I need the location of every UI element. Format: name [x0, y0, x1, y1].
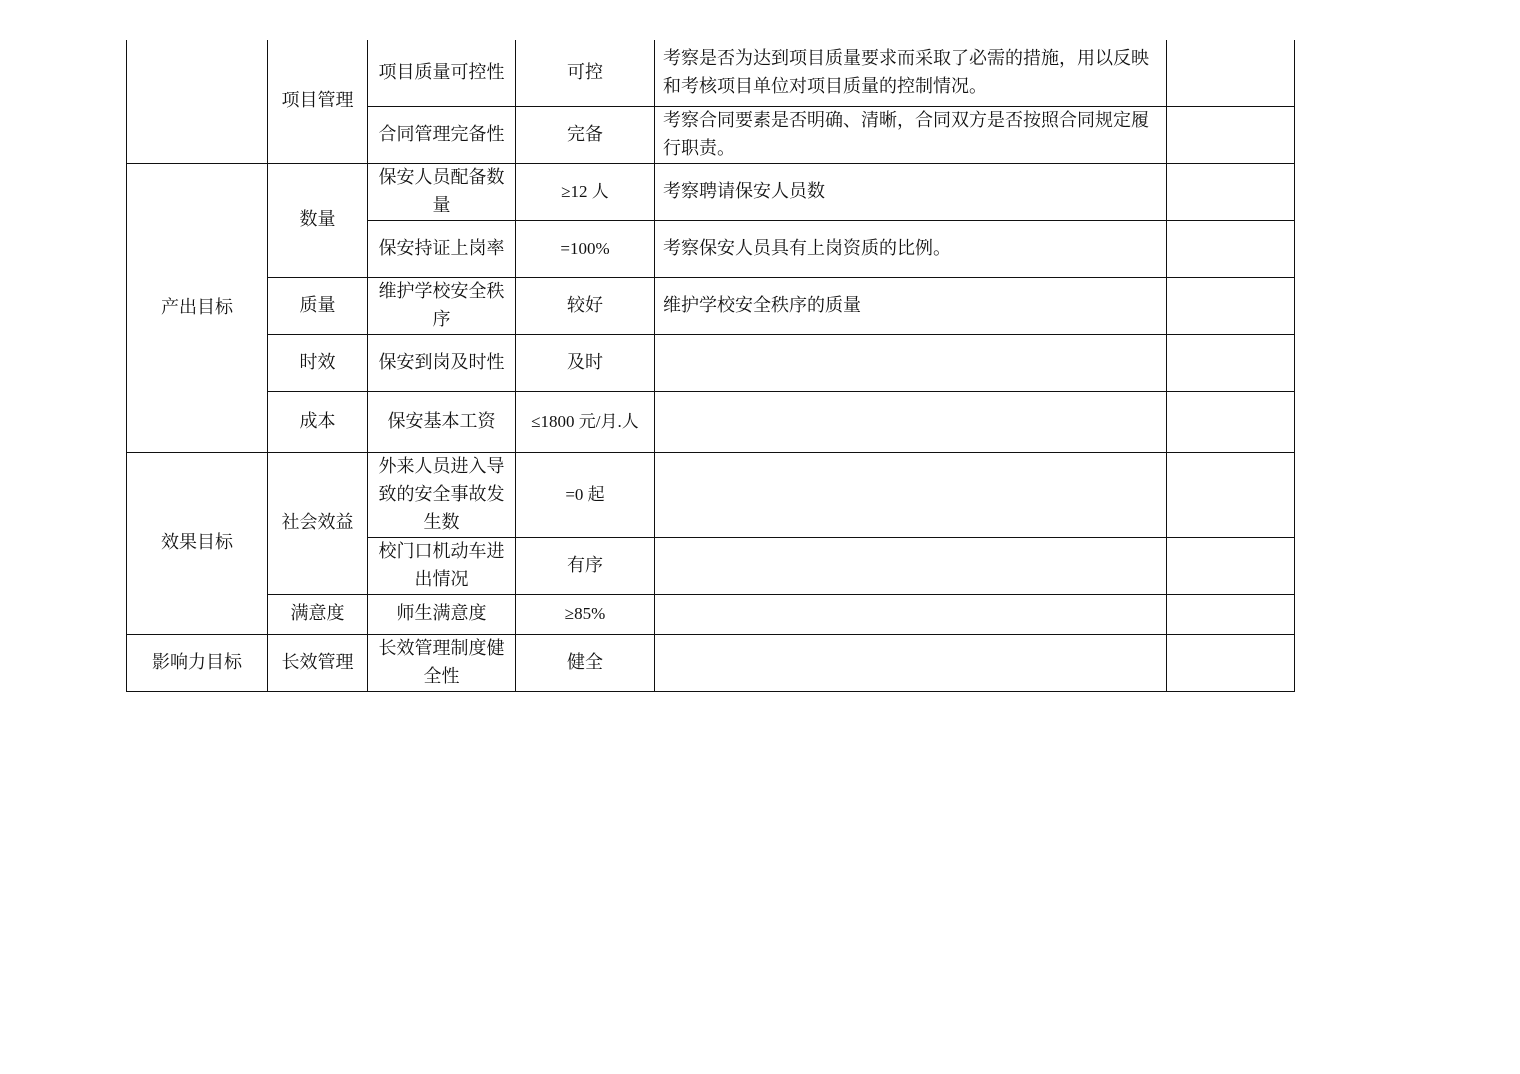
level2-cell: 长效管理: [268, 634, 368, 691]
level2-cell: 数量: [268, 163, 368, 277]
target-cell: 完备: [516, 106, 655, 163]
remark-cell: [1167, 391, 1295, 452]
remark-cell: [1167, 594, 1295, 634]
description-cell: [655, 334, 1167, 391]
level2-cell: 项目管理: [268, 40, 368, 163]
level2-cell: 社会效益: [268, 452, 368, 594]
remark-cell: [1167, 163, 1295, 220]
description-cell: 考察保安人员具有上岗资质的比例。: [655, 220, 1167, 277]
table-row: [127, 391, 1295, 452]
table-row: [127, 634, 1295, 691]
table-row: [127, 163, 1295, 220]
performance-indicator-table: [126, 40, 1295, 692]
remark-cell: [1167, 40, 1295, 106]
indicator-cell: 校门口机动车进出情况: [368, 537, 516, 594]
indicator-cell: 项目质量可控性: [368, 40, 516, 106]
description-cell: 维护学校安全秩序的质量: [655, 277, 1167, 334]
description-cell: [655, 391, 1167, 452]
table-row: [127, 334, 1295, 391]
target-cell: 较好: [516, 277, 655, 334]
indicator-cell: 保安到岗及时性: [368, 334, 516, 391]
target-cell: ≥85%: [516, 594, 655, 634]
target-cell: ≥12 人: [516, 163, 655, 220]
target-cell: ≤1800 元/月.人: [516, 391, 655, 452]
target-cell: 及时: [516, 334, 655, 391]
description-cell: 考察聘请保安人员数: [655, 163, 1167, 220]
table-row: [127, 40, 1295, 106]
description-cell: [655, 537, 1167, 594]
remark-cell: [1167, 334, 1295, 391]
target-cell: =0 起: [516, 452, 655, 537]
table-row: [127, 277, 1295, 334]
level1-cell: 效果目标: [127, 452, 268, 634]
indicator-cell: 合同管理完备性: [368, 106, 516, 163]
description-cell: 考察合同要素是否明确、清晰，合同双方是否按照合同规定履行职责。: [655, 106, 1167, 163]
indicator-cell: 保安人员配备数量: [368, 163, 516, 220]
remark-cell: [1167, 277, 1295, 334]
remark-cell: [1167, 537, 1295, 594]
target-cell: =100%: [516, 220, 655, 277]
level2-cell: 满意度: [268, 594, 368, 634]
indicator-cell: 保安持证上岗率: [368, 220, 516, 277]
description-cell: [655, 634, 1167, 691]
description-cell: [655, 594, 1167, 634]
level2-cell: 质量: [268, 277, 368, 334]
level2-cell: 时效: [268, 334, 368, 391]
indicator-cell: 外来人员进入导致的安全事故发生数: [368, 452, 516, 537]
indicator-cell: 师生满意度: [368, 594, 516, 634]
remark-cell: [1167, 452, 1295, 537]
target-cell: 可控: [516, 40, 655, 106]
level1-cell: 产出目标: [127, 163, 268, 452]
indicator-cell: 长效管理制度健全性: [368, 634, 516, 691]
description-cell: 考察是否为达到项目质量要求而采取了必需的措施，用以反映和考核项目单位对项目质量的控制情况。: [655, 40, 1167, 106]
remark-cell: [1167, 106, 1295, 163]
level1-cell: 影响力目标: [127, 634, 268, 691]
remark-cell: [1167, 220, 1295, 277]
description-cell: [655, 452, 1167, 537]
remark-cell: [1167, 634, 1295, 691]
level2-cell: 成本: [268, 391, 368, 452]
target-cell: 健全: [516, 634, 655, 691]
indicator-cell: 保安基本工资: [368, 391, 516, 452]
indicator-cell: 维护学校安全秩序: [368, 277, 516, 334]
level1-cell: [127, 40, 268, 163]
target-cell: 有序: [516, 537, 655, 594]
table-row: [127, 594, 1295, 634]
table-row: [127, 452, 1295, 537]
